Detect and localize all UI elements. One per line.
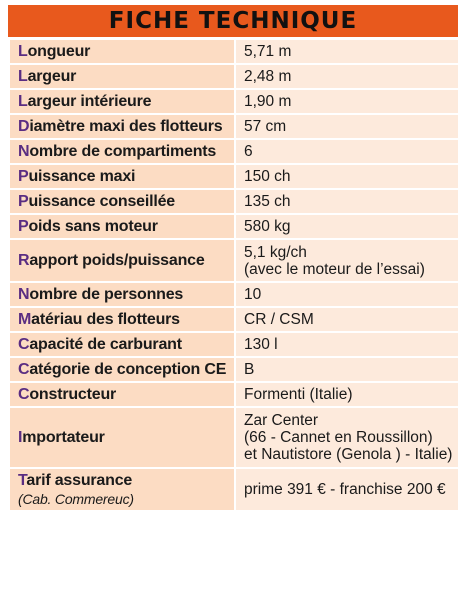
spec-row — [9, 114, 459, 139]
spec-row — [9, 382, 459, 407]
label-initial-letter: M — [18, 310, 32, 328]
spec-value: 6 — [244, 143, 253, 160]
spec-value: 57 cm — [244, 118, 287, 135]
label-initial-letter: L — [18, 92, 28, 110]
spec-row — [9, 468, 459, 511]
spec-value: prime 391 € - franchise 200 € — [244, 481, 446, 498]
spec-row — [9, 39, 459, 64]
spec-label-cell — [9, 64, 235, 89]
spec-value: 130 l — [244, 336, 278, 353]
spec-value: (66 - Cannet en Roussillon) — [244, 429, 433, 446]
label-initial-letter: N — [18, 142, 30, 160]
label-initial-letter: C — [18, 385, 30, 403]
label-initial-letter: R — [18, 251, 30, 269]
label-initial-letter: P — [18, 167, 29, 185]
spec-sublabel: (Cab. Commereuc) — [18, 491, 134, 507]
spec-value-cell — [235, 214, 459, 239]
spec-value: 1,90 m — [244, 93, 292, 110]
label-initial-letter: N — [18, 285, 30, 303]
spec-label: Nombre de compartiments — [18, 142, 217, 160]
label-initial-letter: L — [18, 42, 28, 60]
spec-row — [9, 307, 459, 332]
spec-value: 10 — [244, 286, 262, 303]
spec-row — [9, 139, 459, 164]
spec-row — [9, 164, 459, 189]
spec-row — [9, 357, 459, 382]
label-initial-letter: L — [18, 67, 28, 85]
label-initial-letter: C — [18, 335, 30, 353]
spec-value-cell — [235, 407, 459, 468]
spec-value: 5,71 m — [244, 43, 292, 60]
spec-value-cell — [235, 39, 459, 64]
spec-value-cell — [235, 164, 459, 189]
spec-label-cell — [9, 382, 235, 407]
spec-label: Catégorie de conception CE — [18, 360, 227, 378]
spec-row — [9, 332, 459, 357]
spec-label: Puissance conseillée — [18, 192, 175, 210]
spec-value-cell — [235, 282, 459, 307]
spec-label-cell — [9, 307, 235, 332]
spec-label: Diamètre maxi des flotteurs — [18, 117, 223, 135]
spec-value: Zar Center — [244, 412, 319, 429]
spec-label: Tarif assurance — [18, 472, 133, 489]
spec-label-cell — [9, 39, 235, 64]
spec-value-cell — [235, 382, 459, 407]
spec-value: B — [244, 361, 255, 378]
spec-label-cell — [9, 332, 235, 357]
spec-row — [9, 214, 459, 239]
spec-label: Poids sans moteur — [18, 217, 158, 235]
spec-label-cell — [9, 239, 235, 282]
spec-label-cell — [9, 357, 235, 382]
spec-label-cell — [9, 282, 235, 307]
spec-value: 150 ch — [244, 168, 291, 185]
spec-label: Capacité de carburant — [18, 335, 182, 353]
label-initial-letter: C — [18, 360, 30, 378]
label-initial-letter: I — [18, 428, 23, 446]
spec-label-cell — [9, 139, 235, 164]
spec-value: 580 kg — [244, 218, 291, 235]
spec-label-cell — [9, 89, 235, 114]
spec-label-cell — [9, 468, 235, 511]
spec-label: Importateur — [18, 428, 105, 446]
spec-label: Nombre de personnes — [18, 285, 184, 303]
spec-label-cell — [9, 114, 235, 139]
spec-row — [9, 89, 459, 114]
spec-label-cell — [9, 164, 235, 189]
spec-row — [9, 189, 459, 214]
spec-value: (avec le moteur de l’essai) — [244, 260, 425, 278]
spec-label: Largeur intérieure — [18, 92, 152, 110]
spec-value-cell — [235, 89, 459, 114]
spec-table-body — [9, 39, 459, 511]
spec-label: Puissance maxi — [18, 167, 136, 185]
spec-value-cell — [235, 239, 459, 282]
spec-label-cell — [9, 189, 235, 214]
spec-label: Rapport poids/puissance — [18, 251, 205, 269]
spec-row — [9, 64, 459, 89]
spec-value: 5,1 kg/ch — [244, 243, 307, 261]
spec-label-cell — [9, 407, 235, 468]
spec-value-cell — [235, 139, 459, 164]
spec-value: et Nautistore (Genola ) - Italie) — [244, 446, 453, 463]
spec-value: CR / CSM — [244, 311, 314, 328]
spec-value-cell — [235, 189, 459, 214]
spec-value: 2,48 m — [244, 68, 292, 85]
spec-value: 135 ch — [244, 193, 291, 210]
spec-label: Matériau des flotteurs — [18, 310, 180, 328]
spec-value-cell — [235, 468, 459, 511]
spec-value-cell — [235, 114, 459, 139]
spec-value-cell — [235, 64, 459, 89]
label-initial-letter: T — [18, 472, 27, 489]
spec-value-cell — [235, 332, 459, 357]
spec-table — [8, 38, 460, 512]
spec-row — [9, 407, 459, 468]
spec-label-cell — [9, 214, 235, 239]
spec-label: Constructeur — [18, 385, 117, 403]
spec-value-cell — [235, 307, 459, 332]
spec-label: Longueur — [18, 42, 91, 60]
label-initial-letter: P — [18, 217, 29, 235]
spec-label: Largeur — [18, 67, 77, 85]
spec-value: Formenti (Italie) — [244, 386, 353, 403]
label-initial-letter: P — [18, 192, 29, 210]
spec-row — [9, 282, 459, 307]
label-initial-letter: D — [18, 117, 30, 135]
spec-value-cell — [235, 357, 459, 382]
sheet-title: FICHE TECHNIQUE — [8, 5, 458, 37]
spec-row — [9, 239, 459, 282]
